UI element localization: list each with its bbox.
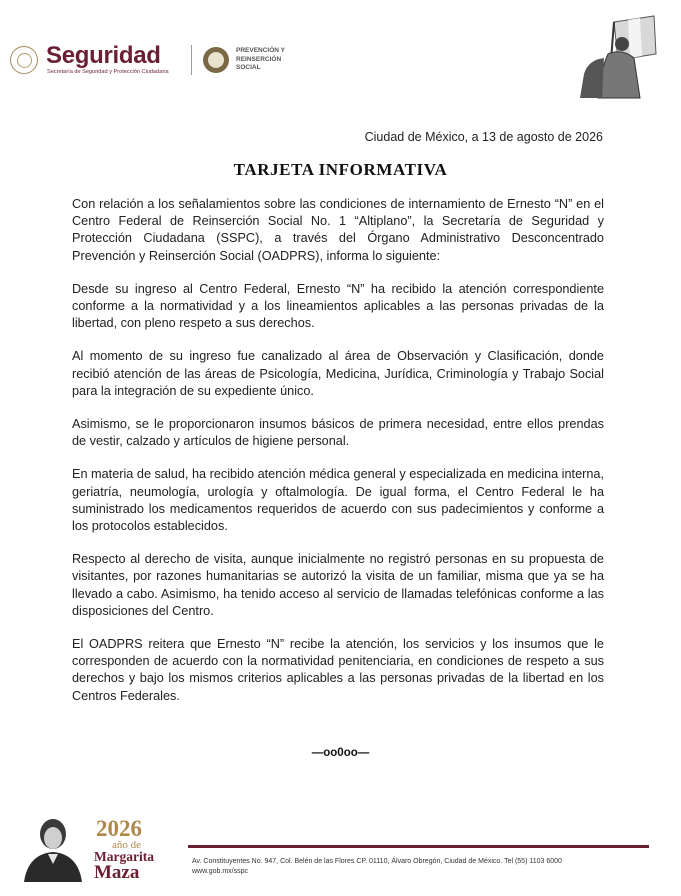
honoree-last-name: Maza [94,862,140,883]
brand-subtitle: Secretaría de Seguridad y Protección Ciudadana [47,69,169,75]
document-body [72,196,604,721]
agency-line: SOCIAL [236,64,261,71]
body-paragraph: Respecto al derecho de visita, aunque inicialmente no registró personas en su propuesta de visitantes, por razones humanitarias se autorizó la visita de un familiar, misma que ya se ha llevado a cabo. Asimismo, ha tenido acceso al servicio de llamadas telefónicas conforme a las disposiciones del Centro. [72,552,604,618]
margarita-maza-portrait [18,812,88,882]
letterhead [0,0,681,110]
anniversary-caption: año de [112,839,142,851]
honoree-first-name: Margarita [94,849,154,864]
agency-name [236,47,285,73]
body-paragraph: Asimismo, se le proporcionaron insumos básicos de primera necesidad, entre ellos prendas de vestir, calzado y artículos de higiene personal. [72,417,604,449]
flag-bearer-illustration [574,14,660,100]
anniversary-year: 2026 [96,816,142,841]
header-divider [191,45,192,75]
agency-line: PREVENCIÓN Y [236,47,286,54]
prevention-reinsertion-logo-icon [203,47,229,73]
body-paragraph: El OADPRS reitera que Ernesto “N” recibe la atención, los servicios y los insumos que le corresponden de acuerdo con la normatividad penitenciaria, en condiciones de respeto a sus derechos y bajo los mismos criterios aplicables a las personas privadas de la libertad en los Centros Federales. [72,637,604,703]
document-title: TARJETA INFORMATIVA [233,160,448,179]
agency-line: REINSERCIÓN [236,55,282,63]
place-date: Ciudad de México, a 13 de agosto de 2026 [364,130,603,144]
body-paragraph: Con relación a los señalamientos sobre las condiciones de internamiento de Ernesto “N” en el Centro Federal de Reinserción Social No. 1 “Altiplano”, la Secretaría de Seguridad y Protección Ciudadana (SSPC), a través del Órgano Administrativo Desconcentrado Prevención y Reinserción Social (OADPRS), informa lo siguiente: [72,197,604,263]
footer-rule [188,845,649,848]
body-paragraph: En materia de salud, ha recibido atención médica general y especializada en medicina interna, geriatría, neumología, urología y oftalmología. De igual forma, el Centro Federal le ha suministrado los medicamentos requeridos de acuerdo con sus padecimientos y conforme a los protocolos establecidos. [72,467,604,534]
national-seal-icon [10,46,38,74]
brand-title: Seguridad [46,42,161,69]
closing-mark: —oo0oo— [311,747,370,759]
body-paragraph: Al momento de su ingreso fue canalizado al área de Observación y Clasificación, donde recibió atención de las áreas de Psicología, Medicina, Jurídica, Criminología y Trabajo Social para la integración de su expediente único. [72,349,604,398]
footer-address: Av. Constituyentes No. 947, Col. Belén de las Flores CP. 01110, Álvaro Obregón, Ciudad de México. Tel (55) 1103 6000 www.gob.mx/sspc [192,858,562,875]
body-paragraph: Desde su ingreso al Centro Federal, Ernesto “N” ha recibido la atención correspondiente conforme a la normatividad y a los lineamientos aplicables a las personas privadas de la libertad, con pleno respeto a sus derechos. [72,281,604,331]
